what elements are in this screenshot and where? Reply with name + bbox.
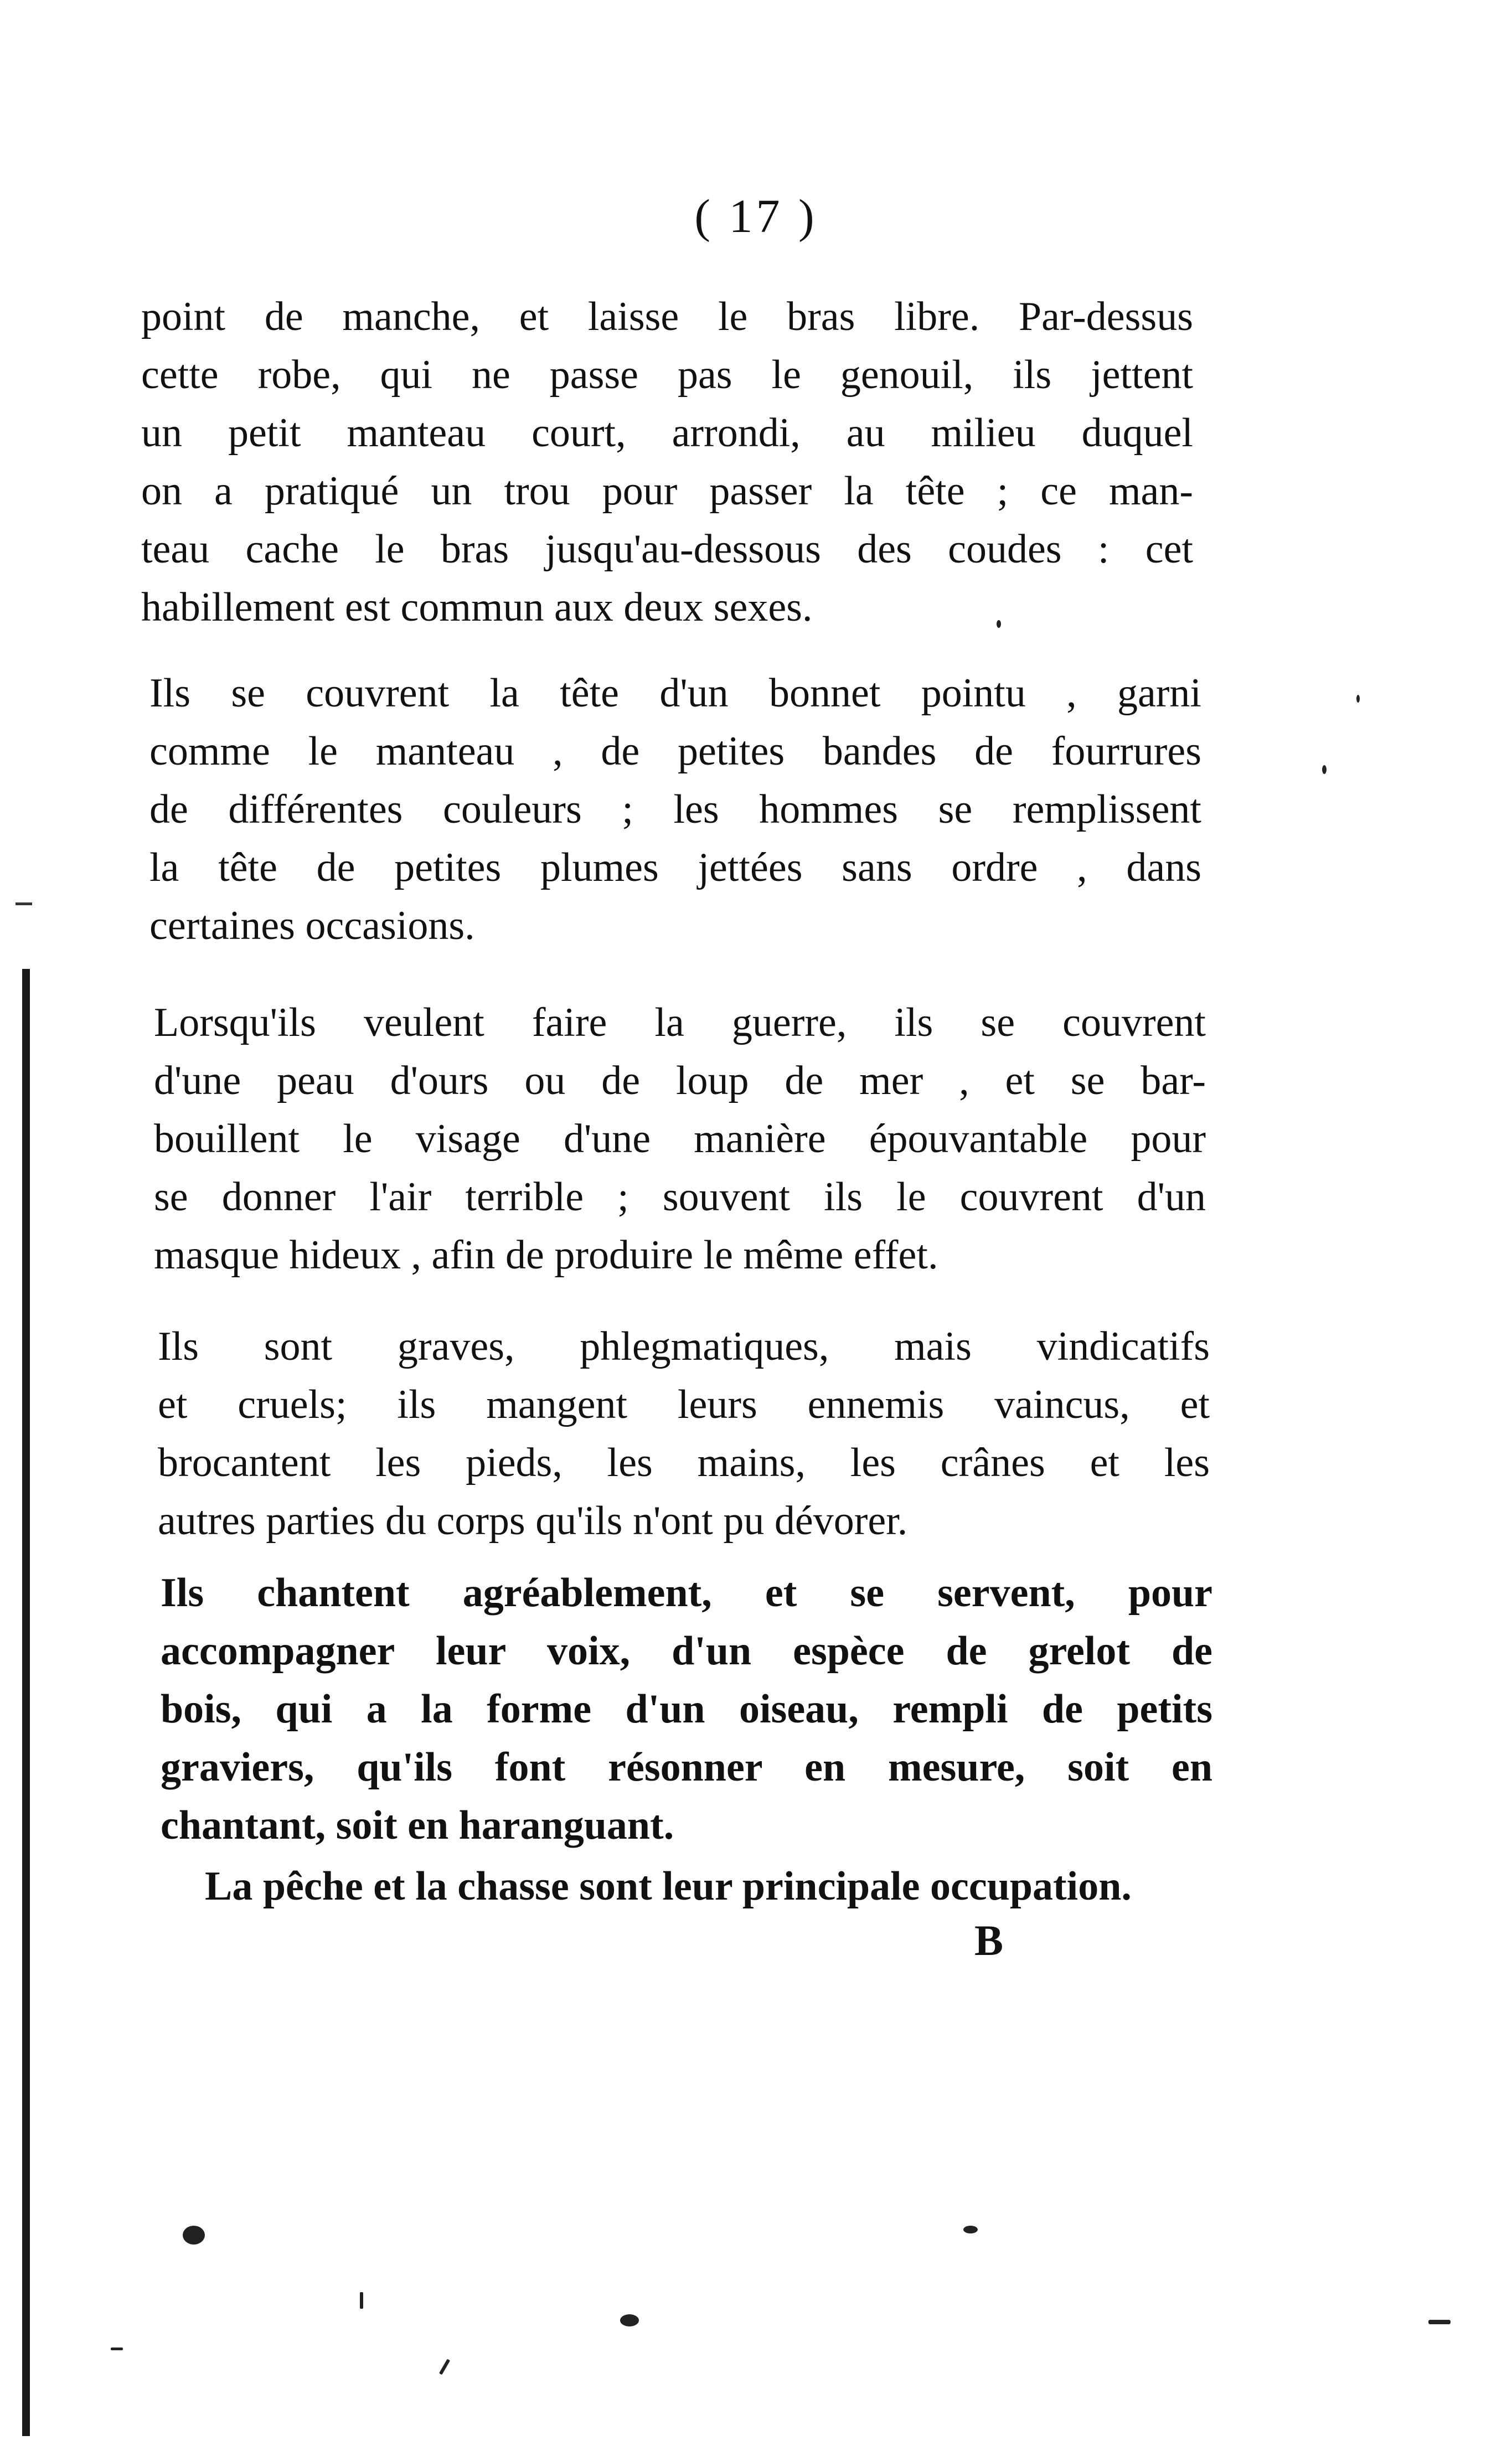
signature-mark: B xyxy=(974,1916,1004,1964)
ink-speck xyxy=(360,2292,363,2309)
text-line: La pêche et la chasse sont leur principale occupation. xyxy=(205,1864,1132,1909)
text-line: Lorsqu'ils veulent faire la guerre, ils se couvrent xyxy=(154,1000,1206,1045)
ink-speck xyxy=(963,2226,978,2233)
ink-speck xyxy=(620,2314,639,2326)
text-line: de différentes couleurs ; les hommes se remplissent xyxy=(149,787,1201,832)
text-line: graviers, qu'ils font résonner en mesure, soit en xyxy=(161,1745,1212,1790)
paragraph-5 xyxy=(161,1564,1212,1855)
text-line: masque hideux , afin de produire le même effet. xyxy=(154,1232,938,1278)
text-line: Ils chantent agréablement, et se servent, pour xyxy=(161,1570,1212,1616)
text-line: certaines occasions. xyxy=(149,903,475,948)
text-line: brocantent les pieds, les mains, les crânes et les xyxy=(158,1440,1210,1485)
ink-speck xyxy=(1356,695,1360,703)
ink-speck xyxy=(997,620,1001,628)
text-line: habillement est commun aux deux sexes. xyxy=(141,585,813,630)
paragraph-4 xyxy=(158,1318,1210,1550)
ink-speck xyxy=(1322,765,1327,774)
text-line: bouillent le visage d'une manière épouvantable pour xyxy=(154,1116,1206,1162)
paragraph-3 xyxy=(154,994,1206,1284)
text-line: et cruels; ils mangent leurs ennemis vaincus, et xyxy=(158,1382,1210,1427)
text-line: d'une peau d'ours ou de loup de mer , et se bar- xyxy=(154,1058,1206,1103)
text-line: bois, qui a la forme d'un oiseau, rempli de petits xyxy=(161,1686,1212,1732)
text-line: Ils sont graves, phlegmatiques, mais vindicatifs xyxy=(158,1324,1210,1369)
margin-rule xyxy=(22,969,30,2436)
ink-speck xyxy=(183,2226,205,2245)
text-line: comme le manteau , de petites bandes de fourrures xyxy=(149,729,1201,774)
margin-mark xyxy=(16,902,32,905)
text-line: on a pratiqué un trou pour passer la tête ; ce man- xyxy=(141,468,1193,514)
ink-speck xyxy=(439,2359,450,2375)
ink-speck xyxy=(1428,2320,1451,2324)
text-line: un petit manteau court, arrondi, au milieu duquel xyxy=(141,410,1193,456)
page-number: ( 17 ) xyxy=(694,189,818,243)
paragraph-2 xyxy=(149,664,1201,955)
text-line: chantant, soit en haranguant. xyxy=(161,1803,674,1848)
text-line: accompagner leur voix, d'un espèce de grelot de xyxy=(161,1628,1212,1674)
ink-speck xyxy=(111,2348,123,2350)
text-line: cette robe, qui ne passe pas le genouil, ils jettent xyxy=(141,352,1193,398)
text-line: se donner l'air terrible ; souvent ils le couvrent d'un xyxy=(154,1174,1206,1220)
text-line: la tête de petites plumes jettées sans ordre , dans xyxy=(149,845,1201,890)
paragraph-6 xyxy=(205,1858,1235,1916)
text-line: point de manche, et laisse le bras libre. Par-dessus xyxy=(141,294,1193,339)
text-line: Ils se couvrent la tête d'un bonnet pointu , garni xyxy=(149,670,1201,716)
text-line: autres parties du corps qu'ils n'ont pu dévorer. xyxy=(158,1498,908,1544)
text-line: teau cache le bras jusqu'au-dessous des coudes : cet xyxy=(141,527,1193,572)
paragraph-1 xyxy=(141,288,1193,637)
